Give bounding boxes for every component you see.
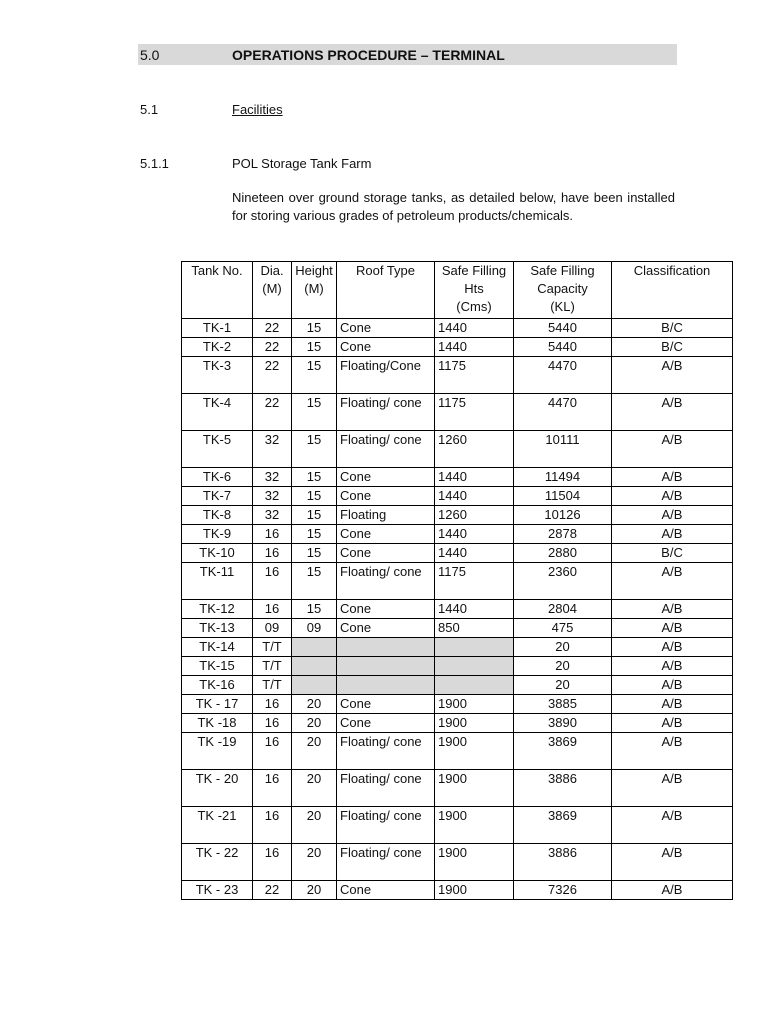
table-row [182, 431, 733, 468]
roof-type-cell: Floating [337, 506, 435, 525]
roof-type-cell: Cone [337, 468, 435, 487]
col-tank-no [182, 262, 253, 319]
dia-cell: 22 [253, 319, 292, 338]
safe-filling-hts-cell: 1900 [435, 770, 514, 807]
classification-cell: A/B [612, 468, 733, 487]
height-cell: 20 [292, 695, 337, 714]
roof-type-cell: Cone [337, 319, 435, 338]
table-row [182, 733, 733, 770]
capacity-cell: 5440 [514, 319, 612, 338]
tank-no-cell: TK-16 [182, 676, 253, 695]
col-safe-filling-hts [435, 262, 514, 319]
tank-no-cell: TK-2 [182, 338, 253, 357]
capacity-cell: 20 [514, 676, 612, 695]
table-row [182, 638, 733, 657]
capacity-cell: 3869 [514, 807, 612, 844]
tank-no-cell: TK-10 [182, 544, 253, 563]
col-dia [253, 262, 292, 319]
safe-filling-hts-cell: 1900 [435, 695, 514, 714]
capacity-cell: 7326 [514, 881, 612, 900]
height-cell: 20 [292, 844, 337, 881]
header-number: 5.0 [140, 47, 160, 63]
table-row [182, 770, 733, 807]
safe-filling-hts-cell: 1175 [435, 394, 514, 431]
safe-filling-hts-cell: 1175 [435, 357, 514, 394]
tank-no-cell: TK-4 [182, 394, 253, 431]
header-line: (M) [262, 281, 282, 296]
table-row [182, 807, 733, 844]
dia-cell: 16 [253, 733, 292, 770]
height-cell: 15 [292, 431, 337, 468]
col-classification [612, 262, 733, 319]
header-line: Tank No. [191, 263, 243, 278]
safe-filling-hts-cell: 1260 [435, 431, 514, 468]
capacity-cell: 3890 [514, 714, 612, 733]
dia-cell: 16 [253, 563, 292, 600]
classification-cell: A/B [612, 844, 733, 881]
dia-cell: T/T [253, 638, 292, 657]
subsection-number: 5.1.1 [140, 156, 169, 171]
header-line: Safe Filling [441, 263, 507, 278]
tank-no-cell: TK-9 [182, 525, 253, 544]
dia-cell: 16 [253, 770, 292, 807]
header-line: (M) [304, 281, 324, 296]
safe-filling-hts-cell: 1900 [435, 881, 514, 900]
roof-type-cell: Cone [337, 714, 435, 733]
dia-cell: 22 [253, 357, 292, 394]
safe-filling-hts-cell: 1440 [435, 338, 514, 357]
capacity-cell: 3885 [514, 695, 612, 714]
roof-type-cell: Cone [337, 338, 435, 357]
tank-no-cell: TK-6 [182, 468, 253, 487]
capacity-cell: 20 [514, 657, 612, 676]
dia-cell: 16 [253, 600, 292, 619]
roof-type-cell: Cone [337, 619, 435, 638]
tank-no-cell: TK -21 [182, 807, 253, 844]
height-cell: 20 [292, 714, 337, 733]
classification-cell: A/B [612, 563, 733, 600]
capacity-cell: 10111 [514, 431, 612, 468]
tank-no-cell: TK - 17 [182, 695, 253, 714]
dia-cell: 16 [253, 544, 292, 563]
capacity-cell: 3886 [514, 770, 612, 807]
safe-filling-hts-cell: 1440 [435, 487, 514, 506]
classification-cell: A/B [612, 807, 733, 844]
table-row [182, 657, 733, 676]
table-row [182, 487, 733, 506]
classification-cell: A/B [612, 431, 733, 468]
section-title: Facilities [232, 102, 283, 117]
header-line: Dia. [260, 263, 284, 278]
safe-filling-hts-cell: 1440 [435, 525, 514, 544]
safe-filling-hts-cell: 1440 [435, 468, 514, 487]
roof-type-cell: Cone [337, 695, 435, 714]
classification-cell: A/B [612, 357, 733, 394]
col-height [292, 262, 337, 319]
height-cell: 15 [292, 544, 337, 563]
safe-filling-hts-cell: 1175 [435, 563, 514, 600]
capacity-cell: 2360 [514, 563, 612, 600]
intro-paragraph: Nineteen over ground storage tanks, as detailed below, have been installed for storing various grades of petroleum products/chemicals. [232, 190, 675, 223]
roof-type-cell: Floating/ cone [337, 770, 435, 807]
tank-no-cell: TK - 22 [182, 844, 253, 881]
tank-no-cell: TK-11 [182, 563, 253, 600]
capacity-cell: 2880 [514, 544, 612, 563]
table-row [182, 676, 733, 695]
header-line: Safe Filling [530, 263, 595, 278]
classification-cell: A/B [612, 506, 733, 525]
col-safe-filling-capacity [514, 262, 612, 319]
classification-cell: A/B [612, 770, 733, 807]
height-cell: 09 [292, 619, 337, 638]
roof-type-cell [337, 657, 435, 676]
roof-type-cell [337, 676, 435, 695]
height-cell: 15 [292, 357, 337, 394]
safe-filling-hts-cell: 850 [435, 619, 514, 638]
table-row [182, 844, 733, 881]
table-row [182, 695, 733, 714]
tank-no-cell: TK - 20 [182, 770, 253, 807]
table-row [182, 544, 733, 563]
height-cell: 15 [292, 394, 337, 431]
classification-cell: A/B [612, 695, 733, 714]
safe-filling-hts-cell: 1900 [435, 807, 514, 844]
tank-no-cell: TK-12 [182, 600, 253, 619]
height-cell: 15 [292, 487, 337, 506]
roof-type-cell: Cone [337, 525, 435, 544]
dia-cell: 32 [253, 468, 292, 487]
capacity-cell: 11494 [514, 468, 612, 487]
safe-filling-hts-cell [435, 657, 514, 676]
tank-no-cell: TK-8 [182, 506, 253, 525]
roof-type-cell: Floating/ cone [337, 807, 435, 844]
height-cell: 15 [292, 319, 337, 338]
safe-filling-hts-cell: 1900 [435, 844, 514, 881]
safe-filling-hts-cell: 1440 [435, 319, 514, 338]
capacity-cell: 10126 [514, 506, 612, 525]
table-row [182, 338, 733, 357]
tank-no-cell: TK-3 [182, 357, 253, 394]
height-cell [292, 676, 337, 695]
capacity-cell: 11504 [514, 487, 612, 506]
classification-cell: B/C [612, 319, 733, 338]
tank-no-cell: TK - 23 [182, 881, 253, 900]
roof-type-cell: Floating/ cone [337, 733, 435, 770]
dia-cell: 16 [253, 695, 292, 714]
height-cell [292, 657, 337, 676]
capacity-cell: 3869 [514, 733, 612, 770]
roof-type-cell [337, 638, 435, 657]
header-title: OPERATIONS PROCEDURE – TERMINAL [232, 47, 505, 63]
classification-cell: B/C [612, 544, 733, 563]
header-line: Roof Type [355, 263, 416, 278]
tank-no-cell: TK -18 [182, 714, 253, 733]
tank-no-cell: TK-1 [182, 319, 253, 338]
height-cell: 20 [292, 881, 337, 900]
table-row [182, 881, 733, 900]
height-cell: 15 [292, 506, 337, 525]
safe-filling-hts-cell: 1900 [435, 714, 514, 733]
roof-type-cell: Floating/Cone [337, 357, 435, 394]
header-line: Height [295, 263, 333, 278]
roof-type-cell: Cone [337, 544, 435, 563]
tank-no-cell: TK-15 [182, 657, 253, 676]
table-row [182, 506, 733, 525]
roof-type-cell: Floating/ cone [337, 394, 435, 431]
table-row [182, 468, 733, 487]
dia-cell: 22 [253, 338, 292, 357]
tank-no-cell: TK-5 [182, 431, 253, 468]
capacity-cell: 4470 [514, 394, 612, 431]
dia-cell: 22 [253, 394, 292, 431]
classification-cell: A/B [612, 714, 733, 733]
roof-type-cell: Cone [337, 881, 435, 900]
tank-table [181, 261, 733, 900]
tank-no-cell: TK -19 [182, 733, 253, 770]
safe-filling-hts-cell [435, 638, 514, 657]
table-row [182, 619, 733, 638]
height-cell: 15 [292, 600, 337, 619]
subsection-title: POL Storage Tank Farm [232, 156, 372, 171]
height-cell: 15 [292, 468, 337, 487]
height-cell: 15 [292, 563, 337, 600]
safe-filling-hts-cell [435, 676, 514, 695]
dia-cell: 09 [253, 619, 292, 638]
height-cell: 15 [292, 525, 337, 544]
safe-filling-hts-cell: 1260 [435, 506, 514, 525]
dia-cell: T/T [253, 657, 292, 676]
tank-no-cell: TK-13 [182, 619, 253, 638]
classification-cell: A/B [612, 881, 733, 900]
dia-cell: 32 [253, 431, 292, 468]
roof-type-cell: Floating/ cone [337, 563, 435, 600]
dia-cell: 16 [253, 714, 292, 733]
header-line: Classification [633, 263, 711, 278]
table-row [182, 357, 733, 394]
roof-type-cell: Floating/ cone [337, 431, 435, 468]
classification-cell: A/B [612, 394, 733, 431]
table-row [182, 394, 733, 431]
section-number: 5.1 [140, 102, 159, 117]
header-line: Capacity [537, 281, 588, 296]
dia-cell: 16 [253, 525, 292, 544]
height-cell: 20 [292, 770, 337, 807]
capacity-cell: 5440 [514, 338, 612, 357]
header-line: Hts [464, 281, 484, 296]
height-cell: 15 [292, 338, 337, 357]
dia-cell: 32 [253, 506, 292, 525]
dia-cell: T/T [253, 676, 292, 695]
roof-type-cell: Cone [337, 487, 435, 506]
height-cell [292, 638, 337, 657]
tank-no-cell: TK-14 [182, 638, 253, 657]
classification-cell: A/B [612, 638, 733, 657]
table-row [182, 714, 733, 733]
capacity-cell: 475 [514, 619, 612, 638]
capacity-cell: 2878 [514, 525, 612, 544]
table-row [182, 525, 733, 544]
classification-cell: A/B [612, 619, 733, 638]
dia-cell: 16 [253, 844, 292, 881]
dia-cell: 32 [253, 487, 292, 506]
classification-cell: A/B [612, 733, 733, 770]
classification-cell: A/B [612, 676, 733, 695]
safe-filling-hts-cell: 1440 [435, 544, 514, 563]
dia-cell: 16 [253, 807, 292, 844]
table-row [182, 319, 733, 338]
dia-cell: 22 [253, 881, 292, 900]
classification-cell: A/B [612, 657, 733, 676]
safe-filling-hts-cell: 1900 [435, 733, 514, 770]
tank-no-cell: TK-7 [182, 487, 253, 506]
capacity-cell: 3886 [514, 844, 612, 881]
classification-cell: B/C [612, 338, 733, 357]
classification-cell: A/B [612, 525, 733, 544]
header-line: (KL) [550, 299, 575, 314]
capacity-cell: 20 [514, 638, 612, 657]
roof-type-cell: Floating/ cone [337, 844, 435, 881]
table-header-row [182, 262, 733, 319]
col-roof-type [337, 262, 435, 319]
capacity-cell: 4470 [514, 357, 612, 394]
safe-filling-hts-cell: 1440 [435, 600, 514, 619]
header-line: (Cms) [456, 299, 492, 314]
classification-cell: A/B [612, 600, 733, 619]
height-cell: 20 [292, 733, 337, 770]
table-row [182, 563, 733, 600]
classification-cell: A/B [612, 487, 733, 506]
capacity-cell: 2804 [514, 600, 612, 619]
table-row [182, 600, 733, 619]
height-cell: 20 [292, 807, 337, 844]
roof-type-cell: Cone [337, 600, 435, 619]
